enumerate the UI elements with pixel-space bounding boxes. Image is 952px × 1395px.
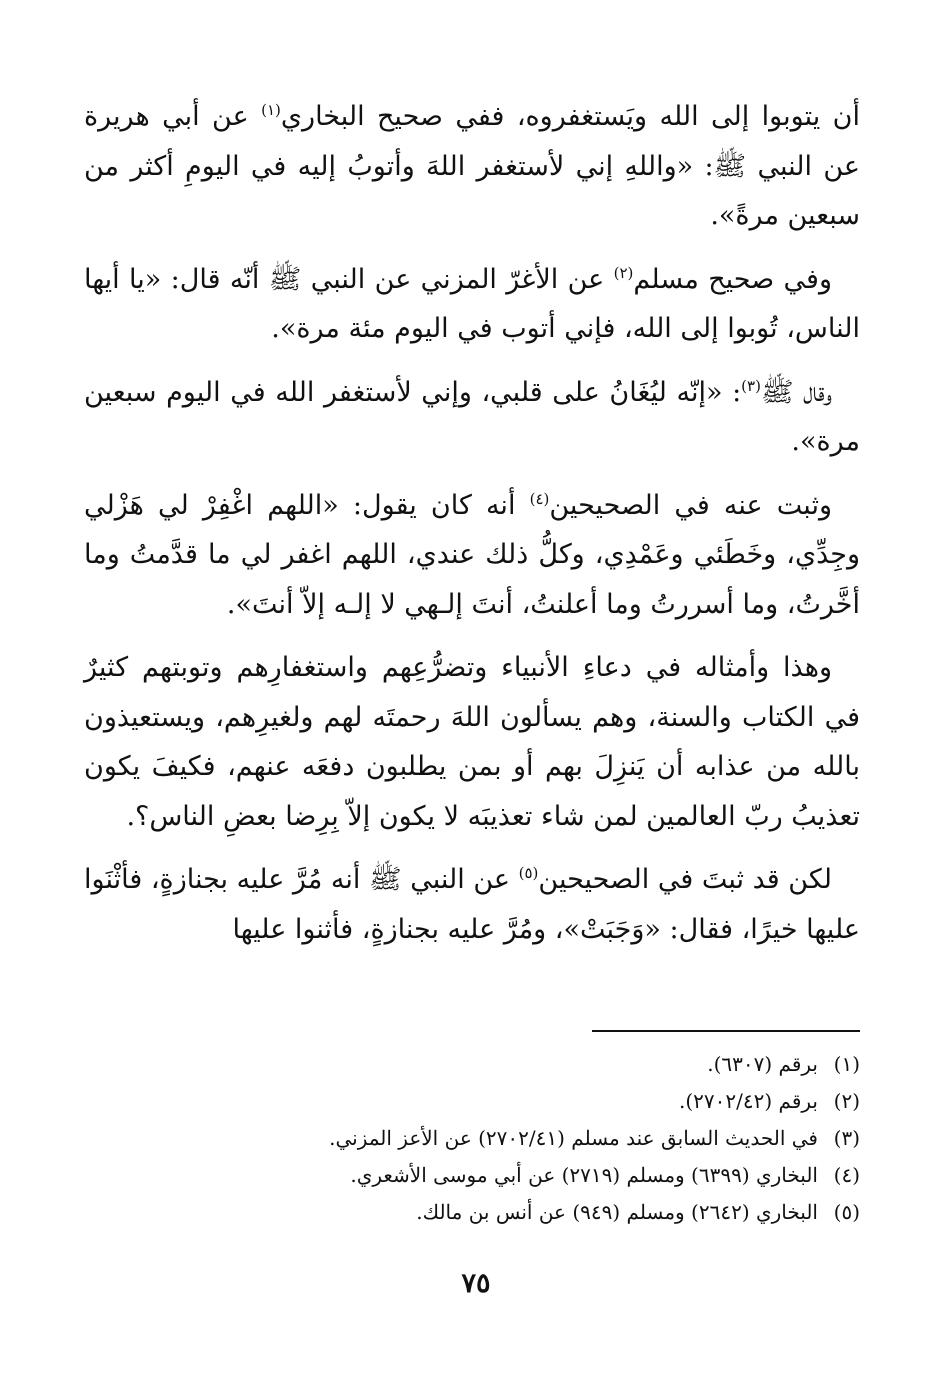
footnote-item (84, 1157, 860, 1194)
footnote-ref[interactable]: (١) (261, 101, 281, 119)
page-number: ٧٥ (461, 1268, 491, 1299)
paragraph (84, 643, 860, 841)
paragraph-text: عن الأغرّ المزني عن النبي ﷺ أنّه قال: «يا أيها الناس، تُوبوا إلى الله، فإني أتوب في اليوم مئة مرة». (84, 263, 860, 344)
footnote-ref[interactable]: (٣) (741, 376, 761, 395)
paragraph-text: أن يتوبوا إلى الله ويَستغفروه، ففي صحيح البخاري (280, 101, 860, 132)
paragraph-text: عن أبي هريرة عن النبي ﷺ: «واللهِ إني لأستغفر اللهَ وأتوبُ إليه في اليومِ أكثر من سبعين مرةً». (84, 101, 860, 231)
paragraph-text: عن النبي ﷺ أنه مُرَّ عليه بجنازةٍ، فأثْنَوا عليها خيرًا، فقال: «وَجَبَتْ»، ومُرَّ عليه بجنازةٍ، فأثنوا عليها (84, 864, 860, 945)
footnote-number: (٣) (833, 1126, 860, 1150)
paragraph (84, 255, 860, 354)
footnote-ref[interactable]: (٥) (518, 864, 539, 882)
main-text (84, 92, 860, 968)
footnote-text: البخاري (٢٦٤٢) ومسلم (٩٤٩) عن أنس بن مالك. (416, 1200, 818, 1224)
footnote-number: (٥) (833, 1200, 860, 1224)
footnote-text: البخاري (٦٣٩٩) ومسلم (٢٧١٩) عن أبي موسى الأشعري. (350, 1163, 818, 1187)
paragraph-text: وثبت عنه في الصحيحين (549, 489, 833, 521)
footnote-separator (592, 1030, 860, 1032)
footnote-number: (٢) (833, 1089, 860, 1113)
footnote-item (84, 1083, 860, 1120)
footnote-text: برقم (٦٣٠٧). (707, 1052, 818, 1076)
footnote-text: في الحديث السابق عند مسلم (٢٧٠٢/٤١) عن الأعز المزني. (329, 1126, 818, 1150)
paragraph (84, 855, 860, 954)
paragraph-text: لكن قد ثبتَ في الصحيحين (538, 864, 832, 895)
footnote-text: برقم (٢٧٠٢/٤٢). (678, 1089, 818, 1113)
paragraph-text: : «إنّه ليُغَانُ على قلبي، وإني لأستغفر الله في اليوم سبعين مرة». (84, 376, 860, 457)
footnote-item (84, 1194, 860, 1231)
footnote-ref[interactable]: (٢) (613, 263, 634, 282)
paragraph-text: وهذا وأمثاله في دعاءِ الأنبياء وتضرُّعِهم واستغفارِهم وتوبتهم كثيرٌ في الكتاب والسنة، وهم يسألون اللهَ رحمتَه لهم ولغيرِهم، ويستعيذون بالله من عذابه أن يَنزِلَ بهم أو بمن يطلبون دفعَه عنهم، فكيفَ يكون تعذيبُ ربّ العالمين لمن شاء تعذيبَه لا يكون إلاّ بِرِضا بعضِ الناس؟. (84, 652, 860, 832)
footnote-item (84, 1120, 860, 1157)
paragraph-text: وقال ﷺ (760, 376, 832, 408)
paragraph (84, 481, 860, 630)
footnote-number: (١) (833, 1052, 860, 1076)
paragraph-text: أنه كان يقول: «اللهم اغْفِرْ لي هَزْلي وجِدِّي، وخَطَئي وعَمْدِي، وكلُّ ذلك عندي، اللهم اغفر لي ما قدَّمتُ وما أخَّرتُ، وما أسررتُ وما أعلنتُ، أنتَ إلـهي لا إلـه إلاّ أنتَ». (84, 489, 860, 620)
paragraph (84, 368, 860, 467)
footnote-number: (٤) (833, 1163, 860, 1187)
paragraph (84, 92, 860, 241)
footnotes (84, 1046, 860, 1231)
footnote-item (84, 1046, 860, 1083)
footnote-ref[interactable]: (٤) (529, 489, 550, 508)
paragraph-text: وفي صحيح مسلم (633, 263, 832, 295)
